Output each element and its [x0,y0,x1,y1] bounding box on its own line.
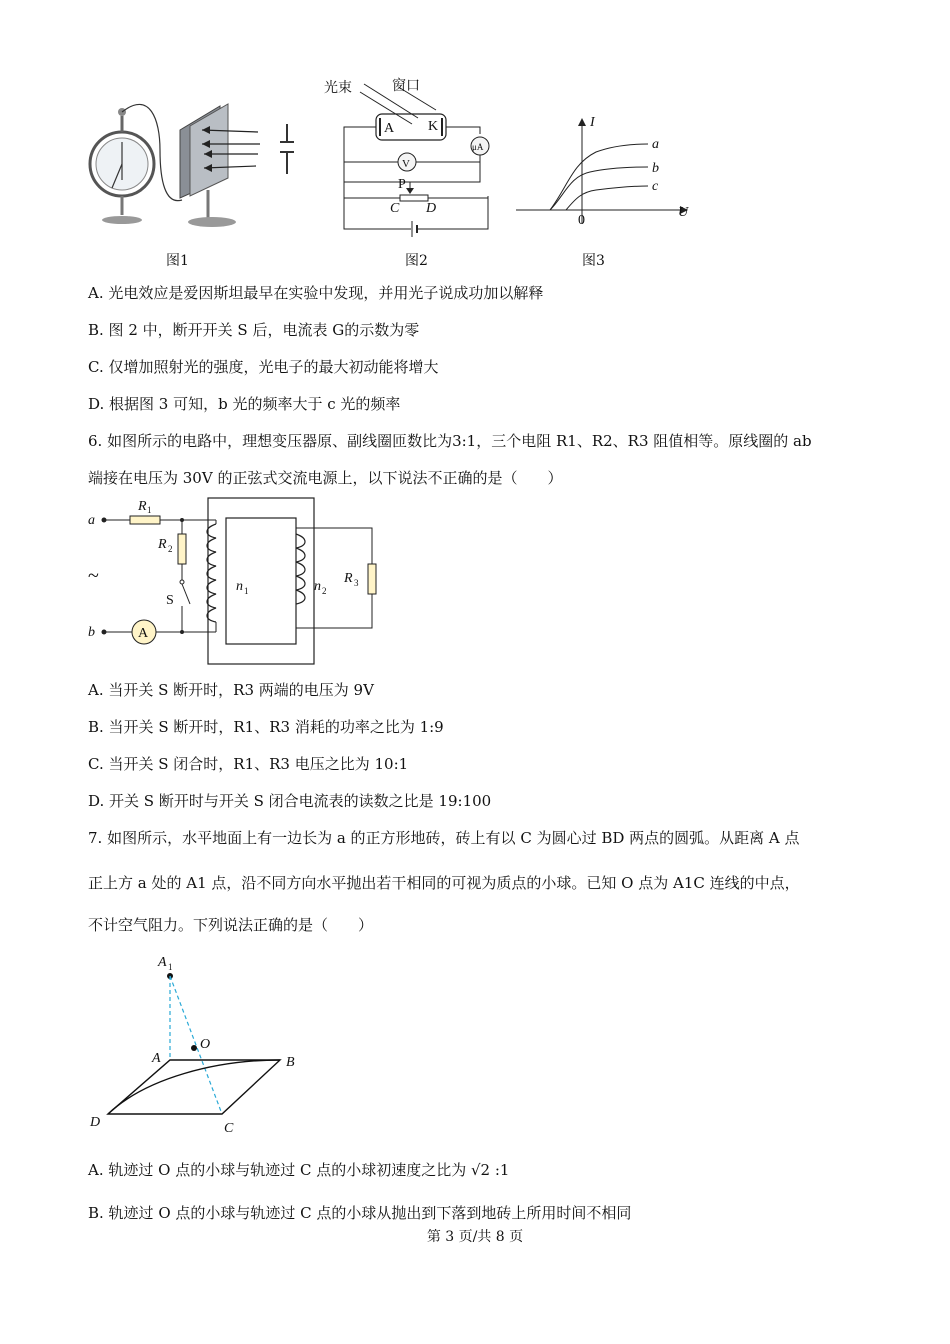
q7-option-b: B. 轨迹过 O 点的小球与轨迹过 C 点的小球从抛出到下落到地砖上所用时间不相同 [88,1204,632,1222]
q5-option-a: A. 光电效应是爱因斯坦最早在实验中发现，并用光子说成功加以解释 [88,284,544,302]
fig3-origin-label: 0 [578,213,585,228]
figure-1-electroscope [80,80,320,250]
q6-switch-label: S [166,593,174,608]
q6-terminal-a: a [88,513,95,528]
q6-ac-source-symbol: ~ [88,565,99,587]
q7-a1-sub: 1 [168,962,173,972]
q6-n2-sub: 2 [322,586,327,596]
q6-terminal-b: b [88,625,95,640]
figure-3-caption: 图3 [582,253,605,269]
q6-r3-label: R [344,571,353,586]
page-footer: 第 3 页/共 8 页 [426,1229,524,1245]
q6-n1-label: n [236,579,243,594]
figure-2-circuit [320,74,500,244]
q6-r1-sub: 1 [147,505,152,515]
q6-stem-line-2: 端接在电压为 30V 的正弦式交流电源上，以下说法不正确的是（ ） [88,469,563,487]
fig2-c-label: C [390,201,400,216]
q7-a-label: A [152,1051,161,1066]
q7-stem-line-3: 不计空气阻力。下列说法正确的是（ ） [88,916,374,934]
q7-stem-line-2: 正上方 a 处的 A1 点，沿不同方向水平抛出若干相同的可视为质点的小球。已知 O 点为 A1C 连线的中点， [88,874,800,892]
fig3-curve-c-label: c [652,179,659,194]
fig2-voltmeter-label: V [402,158,410,170]
q5-option-b: B. 图 2 中，断开开关 S 后，电流表 G的示数为零 [88,321,420,339]
fig2-microammeter-label: μA [472,142,484,152]
fig3-curve-a-label: a [652,137,659,152]
q6-option-c: C. 当开关 S 闭合时，R1、R3 电压之比为 10:1 [88,755,409,773]
fig3-u-axis-label: U [678,205,689,220]
q6-r1-label: R [138,499,147,514]
fig2-beam-label: 光束 [324,81,352,96]
q5-option-d: D. 根据图 3 可知，b 光的频率大于 c 光的频率 [88,395,401,413]
q6-r3-sub: 3 [354,578,359,588]
q7-b-label: B [286,1055,295,1070]
q6-stem-line-1: 6. 如图所示的电路中，理想变压器原、副线圈匝数比为3:1，三个电阻 R1、R2、R3 阻值相等。原线圈的 ab [88,432,812,450]
q6-n1-sub: 1 [244,586,249,596]
q7-tile-diagram [86,948,316,1138]
q6-transformer-circuit [86,494,386,670]
q7-d-label: D [90,1115,101,1130]
q6-option-b: B. 当开关 S 断开时，R1、R3 消耗的功率之比为 1:9 [88,718,444,736]
fig2-slider-label: P [398,177,406,192]
fig2-cathode-label: K [428,119,439,134]
q7-option-a: A. 轨迹过 O 点的小球与轨迹过 C 点的小球初速度之比为 √2 :1 [88,1161,510,1179]
q6-ammeter-label: A [138,626,149,641]
fig2-anode-label: A [384,121,395,136]
q5-option-c: C. 仅增加照射光的强度，光电子的最大初动能将增大 [88,358,439,376]
q6-n2-label: n [314,579,321,594]
q6-r2-sub: 2 [168,544,173,554]
q6-option-d: D. 开关 S 断开时与开关 S 闭合电流表的读数之比是 19:100 [88,792,492,810]
q6-option-a: A. 当开关 S 断开时，R3 两端的电压为 9V [88,681,374,699]
fig3-curve-b-label: b [652,161,659,176]
figure-2-caption: 图2 [405,253,428,269]
q7-o-label: O [200,1037,211,1052]
q6-r2-label: R [158,537,167,552]
fig2-window-label: 窗口 [392,79,420,94]
q7-a1-label: A [158,955,167,970]
q7-c-label: C [224,1121,234,1136]
q7-stem-line-1: 7. 如图所示，水平地面上有一边长为 a 的正方形地砖，砖上有以 C 为圆心过 BD 两点的圆弧。从距离 A 点 [88,829,800,847]
figure-1-caption: 图1 [166,253,189,269]
figure-3-graph [512,112,702,232]
fig3-i-axis-label: I [590,115,595,130]
fig2-d-label: D [426,201,437,216]
